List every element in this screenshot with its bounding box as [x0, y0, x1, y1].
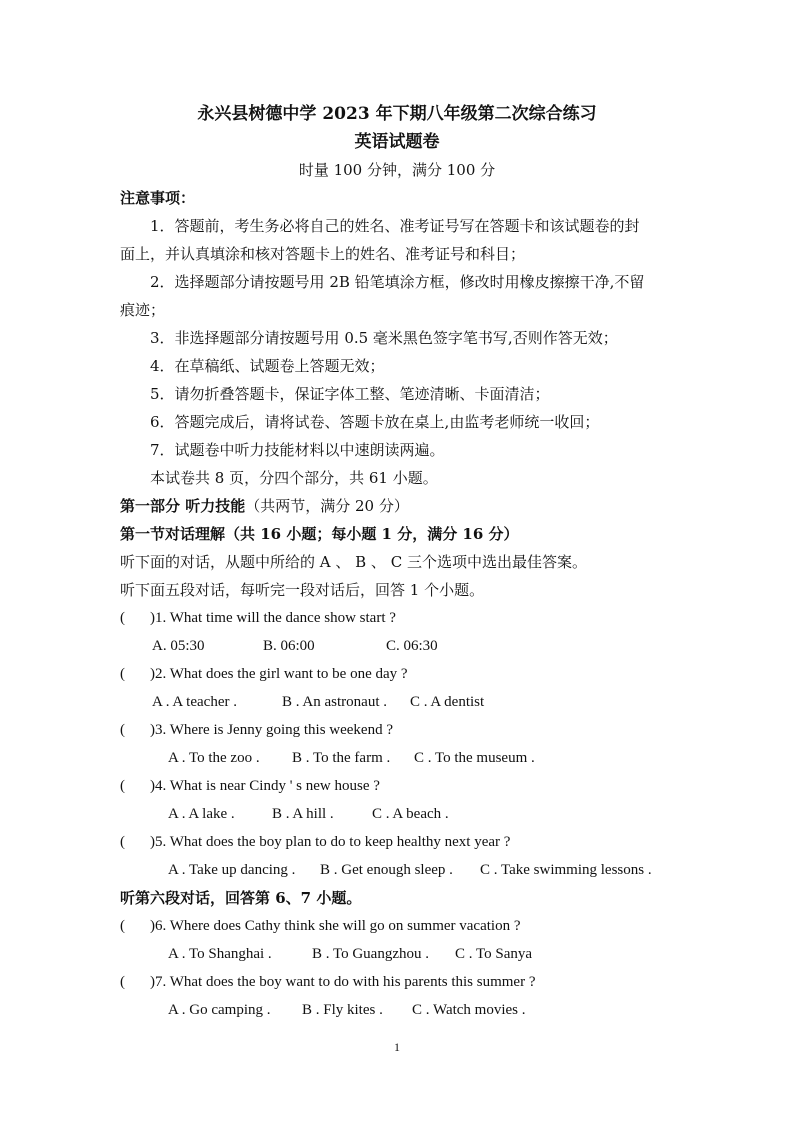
option-b: B . Get enough sleep . — [320, 862, 453, 878]
question-text: )1. What time will the dance show start ? — [150, 610, 396, 626]
option-a: A. 05:30 — [152, 638, 205, 654]
note-item-2-line-2: 痕迹； — [120, 301, 166, 319]
answer-blank[interactable]: ( — [120, 918, 125, 934]
answer-blank[interactable]: ( — [120, 834, 125, 850]
option-b: B . Fly kites . — [302, 1002, 383, 1018]
notes-summary: 本试卷共 8 页，分四个部分，共 61 小题。 — [150, 469, 438, 487]
part1-heading-normal: （共两节，满分 20 分） — [245, 497, 409, 515]
option-c: C . Watch movies . — [412, 1002, 526, 1018]
option-c: C. 06:30 — [386, 638, 438, 654]
option-c: C . To Sanya — [455, 946, 533, 962]
question-text: )6. Where does Cathy think she will go on summer vacation ? — [150, 918, 521, 934]
note-item-1-line-1: 1．答题前，考生务必将自己的姓名、准考证号写在答题卡和该试题卷的封 — [150, 217, 640, 235]
answer-blank[interactable]: ( — [120, 974, 125, 990]
part1-heading-bold: 第一部分 听力技能 — [120, 497, 246, 515]
option-b: B . To the farm . — [292, 750, 391, 766]
answer-blank[interactable]: ( — [120, 722, 125, 738]
note-item-7: 7．试题卷中听力技能材料以中速朗读两遍。 — [150, 441, 445, 459]
dialog-6-heading: 听第六段对话，回答第 6、7 小题。 — [120, 889, 362, 907]
note-item-1-line-2: 面上，并认真填涂和核对答题卡上的姓名、准考证号和科目； — [120, 245, 526, 263]
option-a: A . A teacher . — [152, 694, 237, 710]
question-text: )5. What does the boy plan to do to keep healthy next year ? — [150, 834, 511, 850]
option-a: A . To Shanghai . — [168, 946, 272, 962]
option-b: B . To Guangzhou . — [312, 946, 429, 962]
question-text: )3. Where is Jenny going this weekend ? — [150, 722, 393, 738]
question-text: )7. What does the boy want to do with his parents this summer ? — [150, 974, 536, 990]
question-text: )4. What is near Cindy ' s new house ? — [150, 778, 380, 794]
exam-time-info: 时量 100 分钟，满分 100 分 — [298, 161, 496, 179]
answer-blank[interactable]: ( — [120, 610, 125, 626]
option-a: A . A lake . — [168, 806, 235, 822]
part1-heading — [120, 495, 409, 517]
section1-instruction-1: 听下面的对话，从题中所给的 A 、 B 、 C 三个选项中选出最佳答案。 — [120, 553, 587, 571]
exam-subject-title: 英语试题卷 — [354, 132, 440, 152]
option-b: B . A hill . — [272, 806, 334, 822]
note-item-6: 6．答题完成后，请将试卷、答题卡放在桌上,由监考老师统一收回； — [150, 413, 600, 431]
answer-blank[interactable]: ( — [120, 778, 125, 794]
note-item-2-line-1: 2．选择题部分请按题号用 2B 铅笔填涂方框，修改时用橡皮擦擦干净,不留 — [150, 273, 645, 291]
option-c: C . A dentist — [410, 694, 485, 710]
answer-blank[interactable]: ( — [120, 666, 125, 682]
option-a: A . Go camping . — [168, 1002, 271, 1018]
note-item-3: 3．非选择题部分请按题号用 0.5 毫米黑色签字笔书写,否则作答无效； — [150, 329, 618, 347]
exam-title: 永兴县树德中学 2023 年下期八年级第二次综合练习 — [197, 104, 597, 124]
section1-instruction-2: 听下面五段对话，每听完一段对话后，回答 1 个小题。 — [120, 581, 485, 599]
option-b: B. 06:00 — [263, 638, 315, 654]
option-c: C . Take swimming lessons . — [480, 862, 652, 878]
option-b: B . An astronaut . — [282, 694, 387, 710]
notes-heading: 注意事项： — [120, 189, 196, 207]
question-text: )2. What does the girl want to be one day ? — [150, 666, 408, 682]
option-a: A . Take up dancing . — [168, 862, 296, 878]
option-c: C . A beach . — [372, 806, 449, 822]
option-c: C . To the museum . — [414, 750, 535, 766]
note-item-4: 4．在草稿纸、试题卷上答题无效； — [150, 357, 385, 375]
page-number: 1 — [394, 1040, 400, 1054]
section1-heading: 第一节对话理解（共 16 小题；每小题 1 分，满分 16 分） — [120, 525, 519, 543]
note-item-5: 5．请勿折叠答题卡，保证字体工整、笔迹清晰、卡面清洁； — [150, 385, 550, 403]
option-a: A . To the zoo . — [168, 750, 260, 766]
